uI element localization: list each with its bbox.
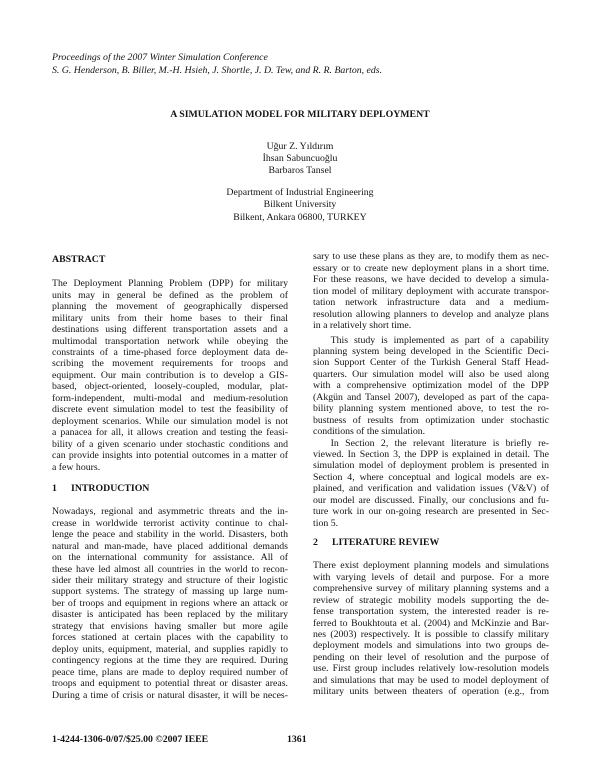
text-line: forces stationed at certain places with the capability to	[52, 632, 288, 644]
affiliation-line: Bilkent, Ankara 06800, TURKEY	[233, 211, 367, 223]
text-line: ture work in our on-going research are presented in Sec-	[313, 506, 549, 518]
text-line: In Section 2, the relevant literature is briefly re-	[330, 437, 549, 449]
section-heading-literature-review	[313, 537, 439, 548]
text-line: tion 5.	[313, 517, 339, 529]
text-line: a panacea for all, it allows creation and testing the feasi-	[52, 427, 288, 439]
text-line: based, object-oriented, loosely-coupled, modular, plat-	[52, 381, 288, 393]
introduction-paragraph-2	[313, 335, 549, 438]
text-line: resolution allowing planners to develop and analyze plans	[313, 308, 549, 320]
text-line: sion Support Center of the Turkish General Staff Head-	[313, 357, 549, 369]
text-line: ferred to Boukhtouta et al. (2004) and McKinzie and Bar-	[313, 617, 549, 629]
text-line: nes (2003) respectively. It is possible to classify military	[313, 629, 549, 641]
author-name: Barbaros Tansel	[268, 165, 332, 176]
header-proceedings-title: Proceedings of the 2007 Winter Simulation Conference	[52, 52, 268, 63]
text-line: (Akgün and Tansel 2007), developed as part of the capa-	[313, 391, 549, 403]
text-line: constraints of a time-phased force deployment data de-	[52, 347, 288, 359]
text-line: plained, and verification and validation issues (V&V) of	[313, 483, 549, 495]
text-line: multimodal transportation network while obeying the	[52, 335, 288, 347]
text-line: essary or to create new deployment plans in a short time.	[313, 262, 549, 274]
text-line: on the international community for assistance. All of	[52, 552, 288, 564]
text-line: simulation model of deployment problem is presented in	[313, 460, 549, 472]
text-line: deployment scenarios. While our simulation model is not	[52, 415, 288, 427]
text-line: with a comprehensive optimization model of the DPP	[313, 380, 549, 392]
text-line: conditions of the simulation.	[313, 426, 426, 438]
text-line: use. First group includes relatively low-resolution models	[313, 663, 549, 675]
text-line: strategy that envisions having smaller but more agile	[52, 620, 288, 632]
text-line: a few hours.	[52, 461, 101, 473]
section-number: 2	[313, 537, 318, 548]
text-line: disaster is anticipated has been replaced by the military	[52, 609, 288, 621]
text-line: bustness of results from optimization under stochastic	[313, 414, 549, 426]
text-line: troops and equipment to potential threat or disaster areas.	[52, 678, 288, 690]
text-line: sider their military strategy and structure of their logistic	[52, 575, 288, 587]
footer-page-number: 1361	[287, 734, 307, 745]
text-line: our model are discussed. Finally, our conclusions and fu-	[313, 494, 549, 506]
text-line: bility planning system mentioned above, to test the ro-	[313, 403, 549, 415]
affiliation-line: Department of Industrial Engineering	[226, 187, 374, 198]
affiliation-block	[0, 187, 600, 224]
text-line: scribing the movement requirements for troops and	[52, 358, 288, 370]
text-line: natural and man-made, have placed additional demands	[52, 540, 288, 552]
text-line: units may in general be defined as the problem of	[52, 289, 288, 301]
text-line: pending on their level of resolution and the purpose of	[313, 651, 549, 663]
abstract-paragraph	[52, 278, 288, 473]
text-line: This study is implemented as part of a capability	[330, 334, 549, 346]
text-line: these have led almost all countries in the world to recon-	[52, 563, 288, 575]
text-line: quarters. Our simulation model will also be used along	[313, 368, 549, 380]
text-line: and simulations that may be used to model deployment of	[313, 674, 549, 686]
text-line: deploy units, equipment, material, and supplies rapidly to	[52, 643, 288, 655]
section-title: LITERATURE REVIEW	[332, 537, 440, 548]
section-heading-introduction	[52, 483, 149, 494]
introduction-paragraph-1-continued	[313, 251, 549, 331]
paper-title: A SIMULATION MODEL FOR MILITARY DEPLOYMENT	[170, 109, 430, 120]
text-line: tation network infrastructure data and a medium-	[313, 297, 549, 309]
section-heading-abstract: ABSTRACT	[52, 254, 106, 265]
text-line: military units between theaters of operation (e.g., from	[313, 686, 549, 698]
section-title: INTRODUCTION	[71, 483, 150, 494]
text-line: form-independent, multi-modal and medium-resolution	[52, 392, 288, 404]
literature-review-paragraph-1	[313, 560, 549, 697]
text-line: contingency regions at the time they are required. During	[52, 655, 288, 667]
text-line: The Deployment Planning Problem (DPP) for military	[52, 278, 288, 290]
text-line: equipment. Our main contribution is to develop a GIS-	[52, 369, 288, 381]
text-line: Nowadays, regional and asymmetric threats and the in-	[52, 506, 288, 518]
footer-copyright: 1-4244-1306-0/07/$25.00 ©2007 IEEE	[52, 734, 209, 745]
header-editors: S. G. Henderson, B. Biller, M.-H. Hsieh, J. Shortle, J. D. Tew, and R. R. Barton, eds.	[52, 65, 383, 76]
introduction-paragraph-1	[52, 506, 288, 701]
text-line: There exist deployment planning models and simulations	[313, 560, 549, 572]
author-list	[0, 141, 600, 177]
text-line: sary to use these plans as they are, to modify them as nec-	[313, 251, 549, 263]
affiliation-line: Bilkent University	[263, 199, 337, 211]
text-line: lenge the peace and stability in the world. Disasters, both	[52, 529, 288, 541]
text-line: can provide insights into potential outcomes in a matter of	[52, 450, 288, 462]
text-line: tion model of military deployment with accurate transpor-	[313, 285, 549, 297]
text-line: ber of troops and equipment in regions where an attack or	[52, 597, 288, 609]
text-line: crease in worldwide terrorist activity continue to chal-	[52, 517, 288, 529]
text-line: military units from their home bases to their final	[52, 312, 288, 324]
author-name: İhsan Sabuncuoğlu	[262, 153, 338, 164]
text-line: planning system being developed in the Scientific Deci-	[313, 345, 549, 357]
text-line: support systems. The strategy of massing up large num-	[52, 586, 288, 598]
text-line: peace time, plans are made to deploy required number of	[52, 666, 288, 678]
text-line: deployment models and simulations into two groups de-	[313, 640, 549, 652]
text-line: review of strategic mobility models supporting the de-	[313, 594, 549, 606]
text-line: with varying levels of detail and purpose. For a more	[313, 571, 549, 583]
section-number: 1	[52, 483, 57, 494]
text-line: Section 4, where conceptual and logical models are ex-	[313, 471, 549, 483]
text-line: fense transportation system, the interested reader is re-	[313, 606, 549, 618]
author-name: Uğur Z. Yıldırım	[266, 141, 334, 152]
text-line: bility of a given scenario under stochastic conditions and	[52, 438, 288, 450]
text-line: comprehensive survey of military planning systems and a	[313, 583, 549, 595]
text-line: viewed. In Section 3, the DPP is explained in detail. The	[313, 448, 549, 460]
text-line: in a relatively short time.	[313, 320, 412, 332]
text-line: For these reasons, we have decided to develop a simula-	[313, 274, 549, 286]
text-line: During a time of crisis or natural disaster, it will be neces-	[52, 689, 288, 701]
text-line: planning the movement of geographically dispersed	[52, 301, 288, 313]
introduction-paragraph-3	[313, 438, 549, 530]
text-line: discrete event simulation model to test the feasibility of	[52, 404, 288, 416]
text-line: destinations using different transportation assets and a	[52, 324, 288, 336]
